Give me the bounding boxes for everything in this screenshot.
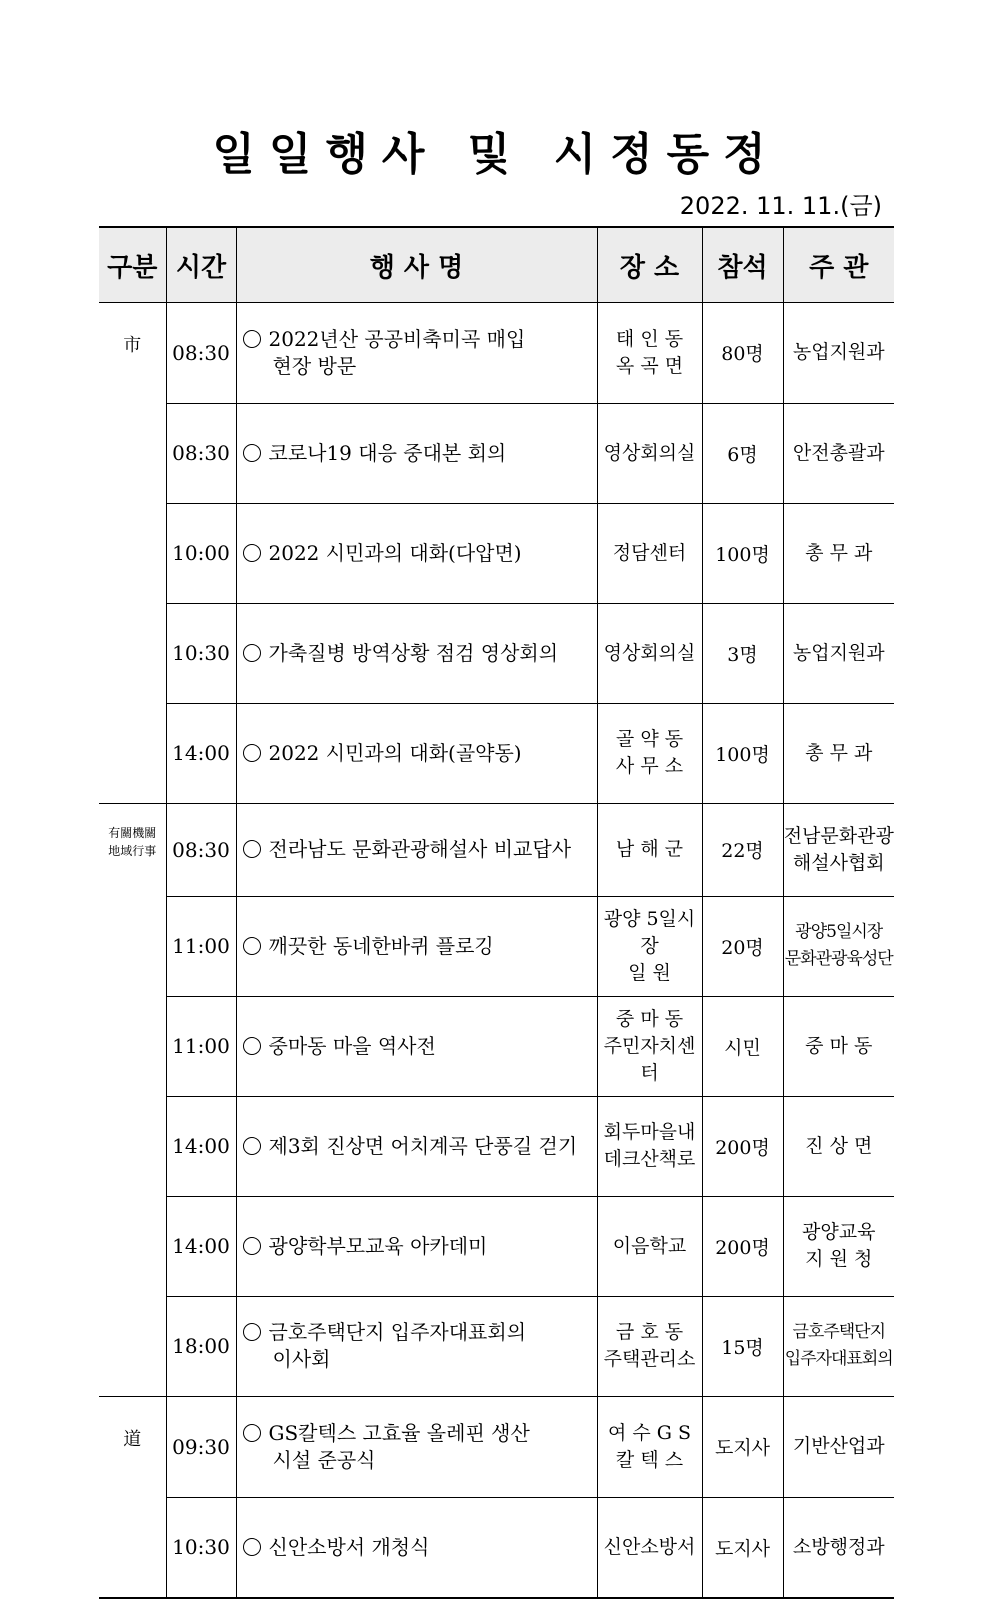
category-cell: 道 [123,1429,142,1450]
event-cell [236,896,597,996]
place-line: 일 원 [628,961,671,984]
category-cell [99,403,166,503]
host-line: 해설사협회 [792,851,885,874]
time-cell: 11:00 [166,996,236,1096]
event-name: 2022년산 공공비축미곡 매입 [268,326,526,351]
host-cell [783,403,894,503]
host-cell [783,1497,894,1598]
place-line: 주민자치센터 [603,1034,696,1084]
place-line: 금 호 동 [615,1321,684,1344]
host-line: 광양교육 [802,1221,876,1243]
header-attendees: 참석 [702,227,783,303]
attendees-cell: 200명 [702,1096,783,1196]
circle-bullet-icon [243,1237,261,1255]
category-cell: 有關機關 地域行事 [108,826,157,858]
event-cell [236,1397,597,1498]
event-cell [236,1096,597,1196]
host-line: 입주자대표회의 [784,1349,893,1370]
event-name: 2022 시민과의 대화(골약동) [268,740,522,765]
header-category: 구분 [99,227,166,303]
time-cell: 14:00 [166,703,236,804]
attendees-cell: 15명 [702,1296,783,1397]
host-cell [783,1397,894,1498]
event-cell [236,1497,597,1598]
place-cell [597,804,702,897]
header-host: 주 관 [783,227,894,303]
category-cell [99,896,166,996]
event-name: 금호주택단지 입주자대표회의 [268,1320,527,1345]
place-cell [597,996,702,1096]
schedule-table [99,226,894,1599]
circle-bullet-icon [243,1323,261,1341]
attendees-cell: 6명 [702,403,783,503]
host-cell [783,896,894,996]
event-cell [236,996,597,1096]
host-cell [783,1096,894,1196]
table-row [99,996,894,1096]
place-line: 신안소방서 [603,1535,696,1558]
table-row [99,503,894,603]
attendees-cell: 도지사 [702,1497,783,1598]
category-cell [99,1296,166,1397]
place-line: 칼 텍 스 [615,1448,684,1471]
table-row [99,804,894,897]
place-cell [597,403,702,503]
place-line: 중 마 동 [615,1007,684,1030]
place-line: 여 수 G S [607,1421,692,1444]
attendees-cell: 3명 [702,603,783,703]
host-cell [783,303,894,404]
table-row [99,303,894,404]
time-cell: 10:00 [166,503,236,603]
category-cell [99,1096,166,1196]
attendees-cell: 시민 [702,996,783,1096]
event-name: 제3회 진상면 어치계곡 단풍길 걷기 [268,1133,578,1158]
attendees-cell: 200명 [702,1196,783,1296]
place-line: 영상회의실 [603,641,696,664]
place-cell [597,896,702,996]
place-line: 영상회의실 [603,441,696,464]
page-title: 일일행사 및 시정동정 [212,129,780,180]
event-cell [236,1296,597,1397]
category-cell: 市 [123,335,142,356]
time-cell: 10:30 [166,603,236,703]
place-line: 골 약 동 [615,728,684,751]
category-cell [99,1497,166,1598]
header-time: 시간 [166,227,236,303]
place-line: 이음학교 [612,1234,687,1257]
event-name: 광양학부모교육 아카데미 [268,1233,488,1258]
host-line: 소방행정과 [792,1535,885,1558]
event-cell [236,403,597,503]
time-cell: 14:00 [166,1096,236,1196]
place-cell [597,503,702,603]
event-name-continued: 이사회 [272,1347,331,1372]
category-cell [99,703,166,804]
event-cell [236,603,597,703]
event-name: 전라남도 문화관광해설사 비교답사 [268,837,572,862]
host-cell [783,703,894,804]
document-date: 2022. 11. 11.(금) [679,192,882,220]
event-name: 중마동 마을 역사전 [268,1033,436,1058]
attendees-cell: 22명 [702,804,783,897]
time-cell: 08:30 [166,804,236,897]
category-cell [99,603,166,703]
place-line: 정담센터 [612,541,687,564]
host-line: 광양5일시장 [795,922,883,942]
time-cell: 08:30 [166,303,236,404]
place-cell [597,1397,702,1498]
host-line: 지 원 청 [805,1248,873,1270]
host-cell [783,1196,894,1296]
time-cell: 09:30 [166,1397,236,1498]
circle-bullet-icon [243,544,261,562]
host-line: 전남문화관광 [783,824,894,847]
place-cell [597,603,702,703]
place-cell [597,303,702,404]
attendees-cell: 도지사 [702,1397,783,1498]
table-row [99,403,894,503]
host-line: 금호주택단지 [792,1322,886,1343]
circle-bullet-icon [243,937,261,955]
event-name: 2022 시민과의 대화(다압면) [268,540,522,565]
attendees-cell: 80명 [702,303,783,404]
host-line: 안전총괄과 [792,441,885,464]
host-line: 총 무 과 [805,741,873,764]
event-name: 코로나19 대응 중대본 회의 [268,440,507,465]
event-name: 깨끗한 동네한바퀴 플로깅 [268,933,494,958]
event-cell [236,303,597,404]
event-name: GS칼텍스 고효율 올레핀 생산 [268,1420,530,1445]
header-row [99,227,894,303]
event-name-continued: 시설 준공식 [272,1447,376,1472]
host-cell [783,603,894,703]
host-cell [783,503,894,603]
place-line: 광양 5일시장 [603,907,696,957]
place-line: 회두마을내 [603,1121,696,1143]
circle-bullet-icon [243,1137,261,1155]
event-name-continued: 현장 방문 [272,353,357,378]
category-cell [99,996,166,1096]
event-cell [236,703,597,804]
place-cell [597,703,702,804]
event-name: 가축질병 방역상황 점검 영상회의 [268,640,559,665]
table-row [99,1397,894,1498]
event-cell [236,1196,597,1296]
circle-bullet-icon [243,744,261,762]
circle-bullet-icon [243,330,261,348]
place-line: 남 해 군 [615,838,684,861]
table-row [99,896,894,996]
table-row [99,1096,894,1196]
time-cell: 14:00 [166,1196,236,1296]
attendees-cell: 100명 [702,703,783,804]
place-cell [597,1497,702,1598]
place-line: 사 무 소 [615,755,684,778]
event-name: 신안소방서 개청식 [268,1534,430,1559]
table-row [99,1196,894,1296]
attendees-cell: 100명 [702,503,783,603]
host-line: 문화관광육성단 [784,949,893,969]
place-line: 데크산책로 [603,1148,696,1170]
host-line: 농업지원과 [792,641,885,664]
circle-bullet-icon [243,1037,261,1055]
table-row [99,603,894,703]
category-cell [99,503,166,603]
time-cell: 18:00 [166,1296,236,1397]
attendees-cell: 20명 [702,896,783,996]
place-line: 태 인 동 [615,327,684,350]
table-row [99,1296,894,1397]
time-cell: 10:30 [166,1497,236,1598]
host-cell [783,804,894,897]
event-cell [236,503,597,603]
time-cell: 11:00 [166,896,236,996]
host-line: 농업지원과 [792,341,885,364]
place-cell [597,1296,702,1397]
host-line: 기반산업과 [792,1435,885,1458]
host-line: 총 무 과 [805,541,873,564]
event-cell [236,804,597,897]
host-cell [783,996,894,1096]
table-row [99,1497,894,1598]
place-cell [597,1096,702,1196]
circle-bullet-icon [243,840,261,858]
category-cell [99,1196,166,1296]
header-event: 행 사 명 [236,227,597,303]
place-line: 옥 곡 면 [615,354,684,377]
host-line: 중 마 동 [805,1034,873,1057]
place-cell [597,1196,702,1296]
host-cell [783,1296,894,1397]
circle-bullet-icon [243,1538,261,1556]
place-line: 주택관리소 [603,1348,696,1371]
circle-bullet-icon [243,1424,261,1442]
circle-bullet-icon [243,644,261,662]
header-place: 장 소 [597,227,702,303]
time-cell: 08:30 [166,403,236,503]
circle-bullet-icon [243,444,261,462]
table-row [99,703,894,804]
host-line: 진 상 면 [805,1134,873,1157]
